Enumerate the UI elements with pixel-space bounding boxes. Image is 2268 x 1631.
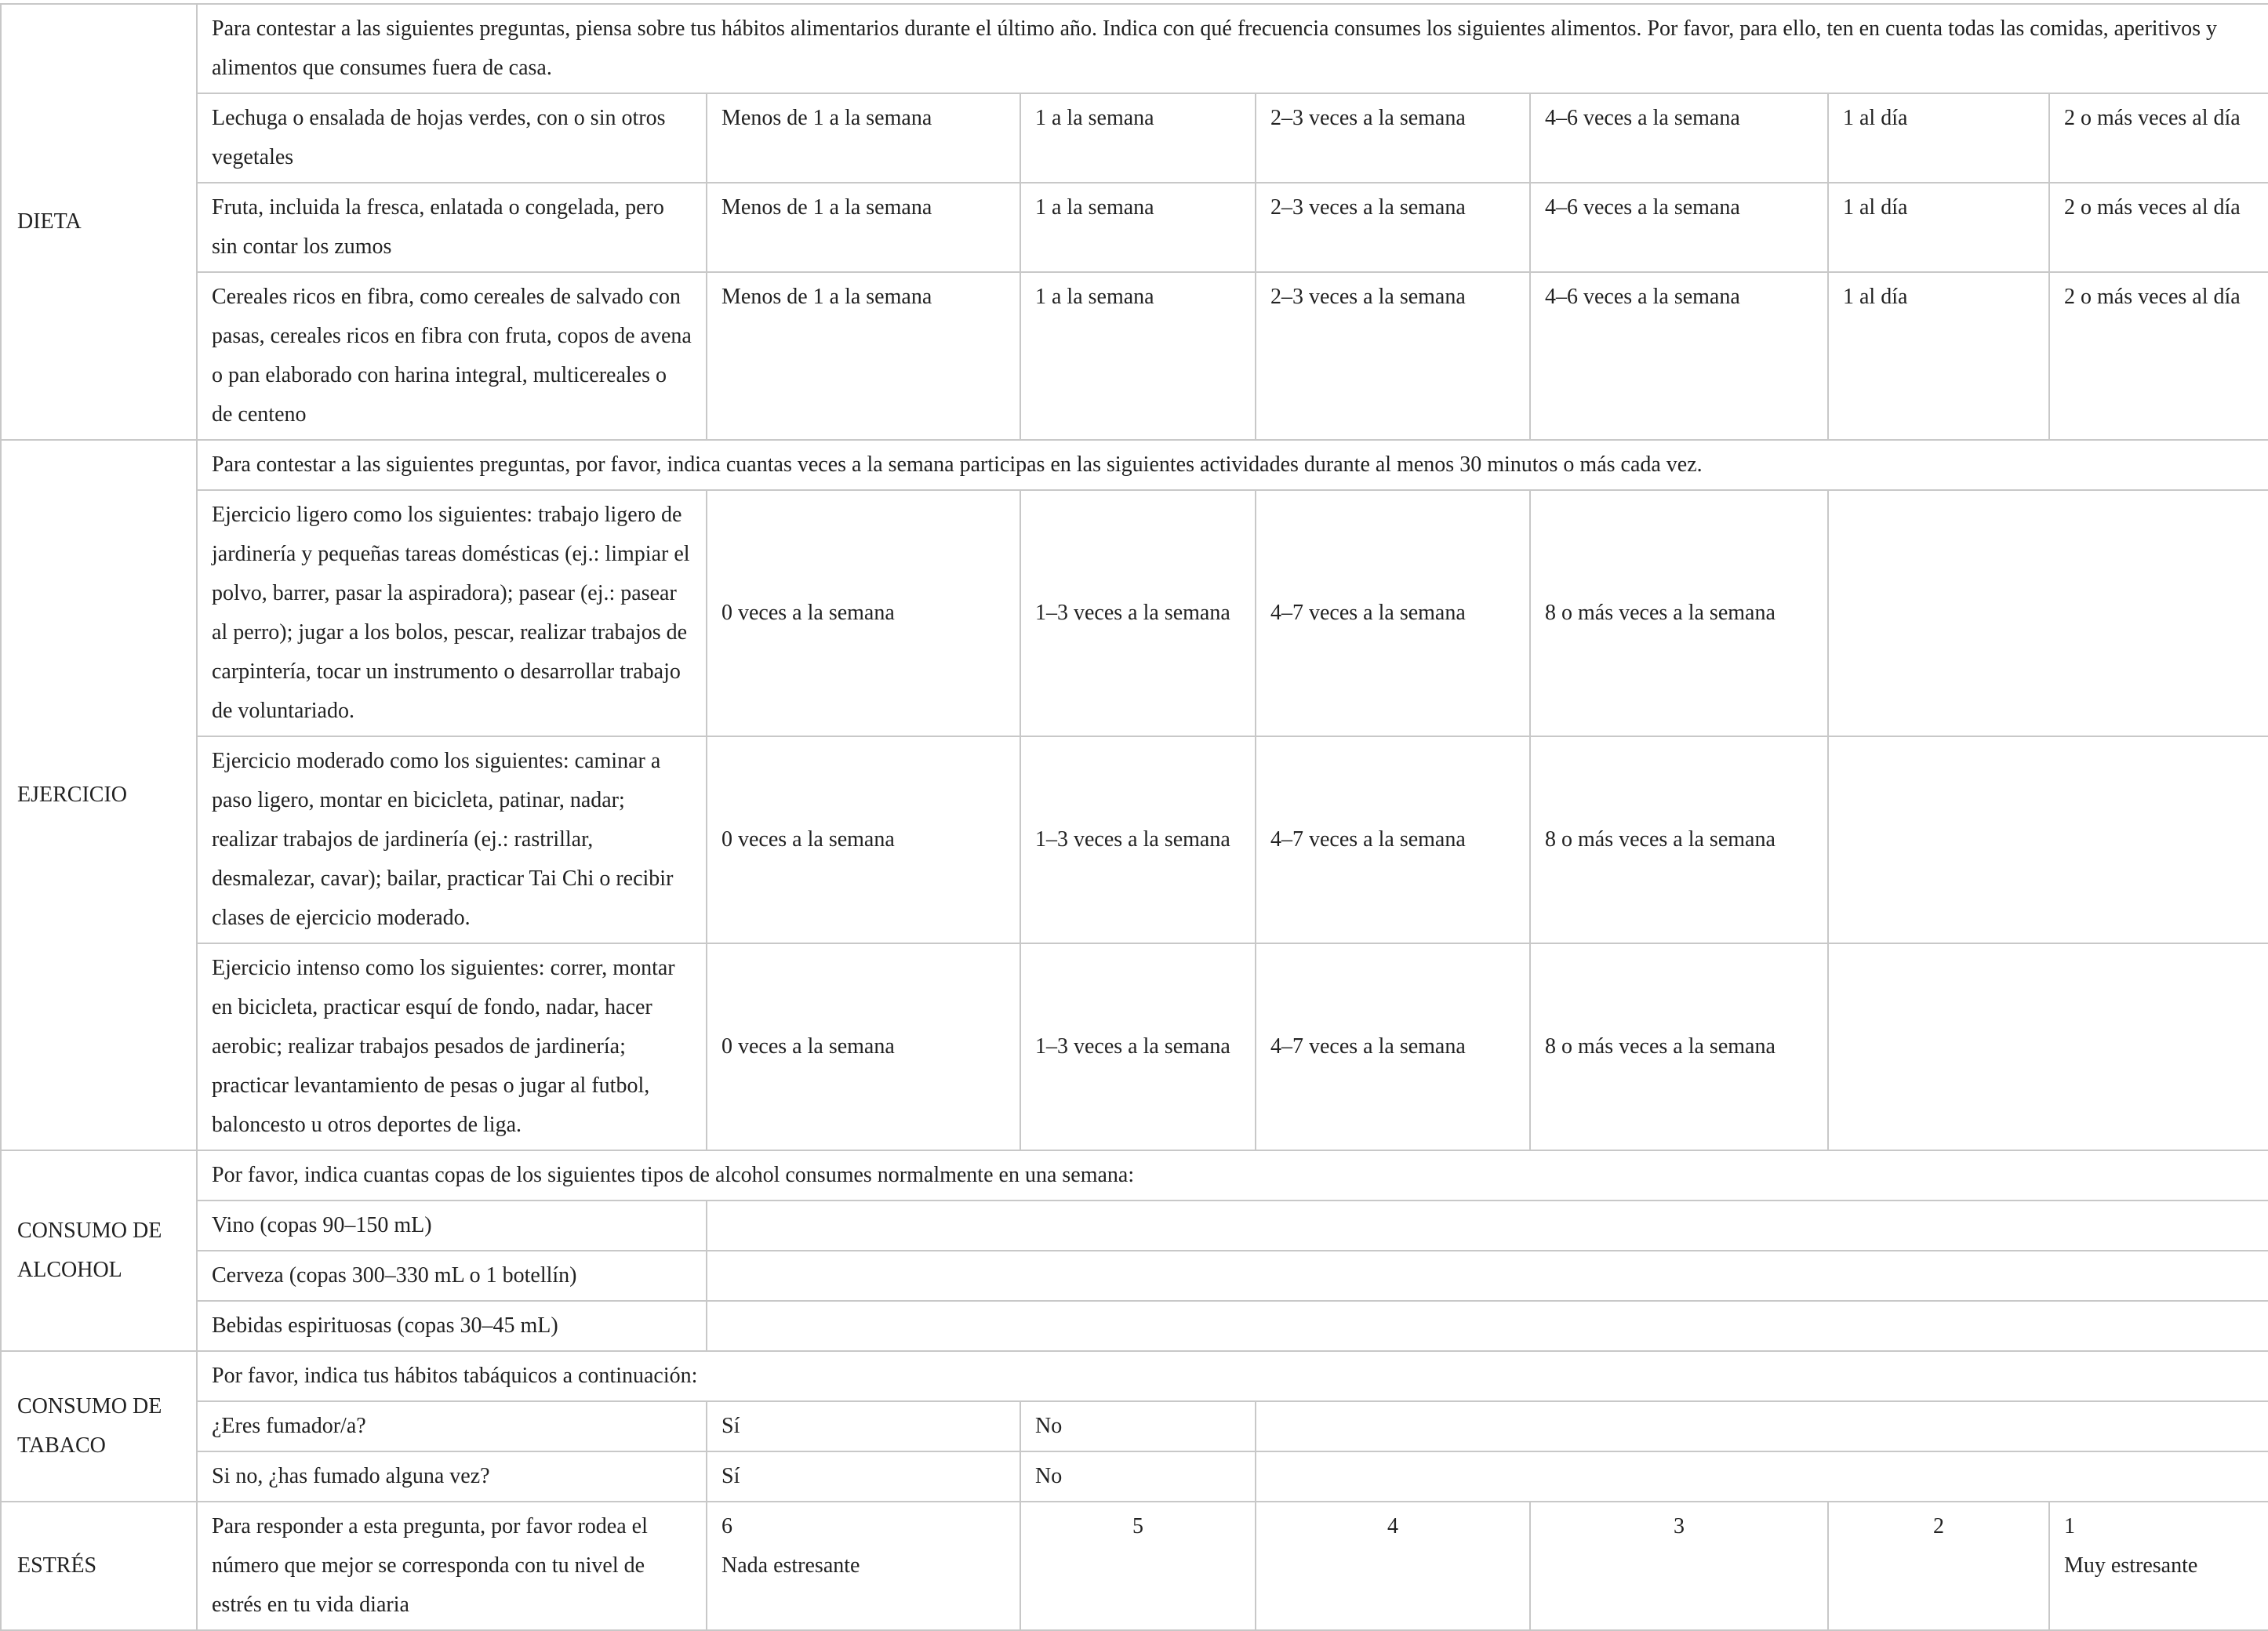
diet-instruction: Para contestar a las siguientes preguntas, piensa sobre tus hábitos alimentarios durante el último año. Indica con qué frecuencia consumes los siguientes alimentos. Por favor, para ello, ten en cuenta todas las comidas, aperitivos y alimentos que consumes fuera de casa. bbox=[197, 4, 2268, 93]
frequency-option[interactable]: 1 a la semana bbox=[1020, 272, 1256, 440]
empty-cell bbox=[1828, 736, 2268, 943]
section-label-stress: ESTRÉS bbox=[1, 1502, 197, 1630]
yes-option[interactable]: Sí bbox=[707, 1401, 1020, 1451]
frequency-option[interactable]: 0 veces a la semana bbox=[707, 736, 1020, 943]
stress-scale-option[interactable] bbox=[707, 1502, 1020, 1630]
stress-scale-option[interactable]: 4 bbox=[1256, 1502, 1530, 1630]
frequency-option[interactable]: 0 veces a la semana bbox=[707, 490, 1020, 736]
table-row bbox=[1, 272, 2268, 440]
alcohol-answer-cell[interactable] bbox=[707, 1301, 2268, 1351]
frequency-option[interactable]: 2 o más veces al día bbox=[2049, 183, 2268, 272]
tobacco-item: Si no, ¿has fumado alguna vez? bbox=[197, 1451, 707, 1502]
frequency-option[interactable]: 1–3 veces a la semana bbox=[1020, 943, 1256, 1150]
yes-option[interactable]: Sí bbox=[707, 1451, 1020, 1502]
table-row bbox=[1, 490, 2268, 736]
table-row bbox=[1, 1451, 2268, 1502]
frequency-option[interactable]: 2–3 veces a la semana bbox=[1256, 183, 1530, 272]
frequency-option[interactable]: 4–6 veces a la semana bbox=[1530, 93, 1828, 183]
scale-low-label: Nada estresante bbox=[721, 1553, 860, 1578]
table-row bbox=[1, 93, 2268, 183]
diet-item: Cereales ricos en fibra, como cereales de salvado con pasas, cereales ricos en fibra con fruta, copos de avena o pan elaborado con harina integral, multicereales o de centeno bbox=[197, 272, 707, 440]
alcohol-item: Bebidas espirituosas (copas 30–45 mL) bbox=[197, 1301, 707, 1351]
no-option[interactable]: No bbox=[1020, 1401, 1256, 1451]
alcohol-instruction-row bbox=[1, 1150, 2268, 1201]
section-label-alcohol: CONSUMO DE ALCOHOL bbox=[1, 1150, 197, 1351]
frequency-option[interactable]: 1–3 veces a la semana bbox=[1020, 490, 1256, 736]
diet-instruction-row bbox=[1, 4, 2268, 93]
table-row bbox=[1, 1301, 2268, 1351]
frequency-option[interactable]: Menos de 1 a la semana bbox=[707, 93, 1020, 183]
frequency-option[interactable]: 4–7 veces a la semana bbox=[1256, 943, 1530, 1150]
alcohol-item: Cerveza (copas 300–330 mL o 1 botellín) bbox=[197, 1251, 707, 1301]
frequency-option[interactable]: 2 o más veces al día bbox=[2049, 93, 2268, 183]
frequency-option[interactable]: Menos de 1 a la semana bbox=[707, 272, 1020, 440]
table-row bbox=[1, 736, 2268, 943]
alcohol-answer-cell[interactable] bbox=[707, 1251, 2268, 1301]
table-row bbox=[1, 1201, 2268, 1251]
frequency-option[interactable]: 8 o más veces a la semana bbox=[1530, 490, 1828, 736]
alcohol-item: Vino (copas 90–150 mL) bbox=[197, 1201, 707, 1251]
exercise-item: Ejercicio intenso como los siguientes: correr, montar en bicicleta, practicar esquí de fondo, nadar, hacer aerobic; realizar trabajos pesados de jardinería; practicar levantamiento de pesas o jugar al futbol, baloncesto u otros deportes de liga. bbox=[197, 943, 707, 1150]
diet-item: Lechuga o ensalada de hojas verdes, con o sin otros vegetales bbox=[197, 93, 707, 183]
alcohol-instruction: Por favor, indica cuantas copas de los siguientes tipos de alcohol consumes normalmente en una semana: bbox=[197, 1150, 2268, 1201]
empty-cell bbox=[1256, 1401, 2268, 1451]
tobacco-instruction-row bbox=[1, 1351, 2268, 1401]
frequency-option[interactable]: 1 al día bbox=[1828, 93, 2049, 183]
frequency-option[interactable]: 0 veces a la semana bbox=[707, 943, 1020, 1150]
frequency-option[interactable]: 1 a la semana bbox=[1020, 93, 1256, 183]
exercise-instruction-row bbox=[1, 440, 2268, 490]
scale-number: 1 bbox=[2064, 1514, 2075, 1538]
exercise-item: Ejercicio ligero como los siguientes: trabajo ligero de jardinería y pequeñas tareas domésticas (ej.: limpiar el polvo, barrer, pasar la aspiradora); pasear (ej.: pasear al perro); jugar a los bolos, pescar, realizar trabajos de carpintería, tocar un instrumento o desarrollar trabajo de voluntariado. bbox=[197, 490, 707, 736]
frequency-option[interactable]: 1 al día bbox=[1828, 183, 2049, 272]
stress-row bbox=[1, 1502, 2268, 1630]
frequency-option[interactable]: 1 al día bbox=[1828, 272, 2049, 440]
stress-question: Para responder a esta pregunta, por favor rodea el número que mejor se corresponda con tu nivel de estrés en tu vida diaria bbox=[197, 1502, 707, 1630]
stress-scale-option[interactable] bbox=[2049, 1502, 2268, 1630]
frequency-option[interactable]: 4–7 veces a la semana bbox=[1256, 736, 1530, 943]
frequency-option[interactable]: 2–3 veces a la semana bbox=[1256, 272, 1530, 440]
frequency-option[interactable]: 8 o más veces a la semana bbox=[1530, 736, 1828, 943]
exercise-instruction: Para contestar a las siguientes preguntas, por favor, indica cuantas veces a la semana participas en las siguientes actividades durante al menos 30 minutos o más cada vez. bbox=[197, 440, 2268, 490]
no-option[interactable]: No bbox=[1020, 1451, 1256, 1502]
table-row bbox=[1, 183, 2268, 272]
alcohol-answer-cell[interactable] bbox=[707, 1201, 2268, 1251]
section-label-exercise: EJERCICIO bbox=[1, 440, 197, 1150]
frequency-option[interactable]: 2–3 veces a la semana bbox=[1256, 93, 1530, 183]
frequency-option[interactable]: 4–6 veces a la semana bbox=[1530, 183, 1828, 272]
empty-cell bbox=[1256, 1451, 2268, 1502]
empty-cell bbox=[1828, 490, 2268, 736]
stress-scale-option[interactable]: 3 bbox=[1530, 1502, 1828, 1630]
frequency-option[interactable]: 4–7 veces a la semana bbox=[1256, 490, 1530, 736]
scale-high-label: Muy estresante bbox=[2064, 1553, 2198, 1578]
tobacco-item: ¿Eres fumador/a? bbox=[197, 1401, 707, 1451]
table-row bbox=[1, 943, 2268, 1150]
scale-number: 6 bbox=[721, 1514, 732, 1538]
frequency-option[interactable]: 2 o más veces al día bbox=[2049, 272, 2268, 440]
frequency-option[interactable]: 4–6 veces a la semana bbox=[1530, 272, 1828, 440]
lifestyle-questionnaire-table bbox=[0, 3, 2268, 1631]
exercise-item: Ejercicio moderado como los siguientes: caminar a paso ligero, montar en bicicleta, patinar, nadar; realizar trabajos de jardinería (ej.: rastrillar, desmalezar, cavar); bailar, practicar Tai Chi o recibir clases de ejercicio moderado. bbox=[197, 736, 707, 943]
frequency-option[interactable]: 1–3 veces a la semana bbox=[1020, 736, 1256, 943]
frequency-option[interactable]: Menos de 1 a la semana bbox=[707, 183, 1020, 272]
empty-cell bbox=[1828, 943, 2268, 1150]
stress-scale-option[interactable]: 5 bbox=[1020, 1502, 1256, 1630]
diet-item: Fruta, incluida la fresca, enlatada o congelada, pero sin contar los zumos bbox=[197, 183, 707, 272]
section-label-diet: DIETA bbox=[1, 4, 197, 440]
table-row bbox=[1, 1251, 2268, 1301]
frequency-option[interactable]: 8 o más veces a la semana bbox=[1530, 943, 1828, 1150]
table-row bbox=[1, 1401, 2268, 1451]
tobacco-instruction: Por favor, indica tus hábitos tabáquicos a continuación: bbox=[197, 1351, 2268, 1401]
frequency-option[interactable]: 1 a la semana bbox=[1020, 183, 1256, 272]
stress-scale-option[interactable]: 2 bbox=[1828, 1502, 2049, 1630]
section-label-tobacco: CONSUMO DE TABACO bbox=[1, 1351, 197, 1502]
